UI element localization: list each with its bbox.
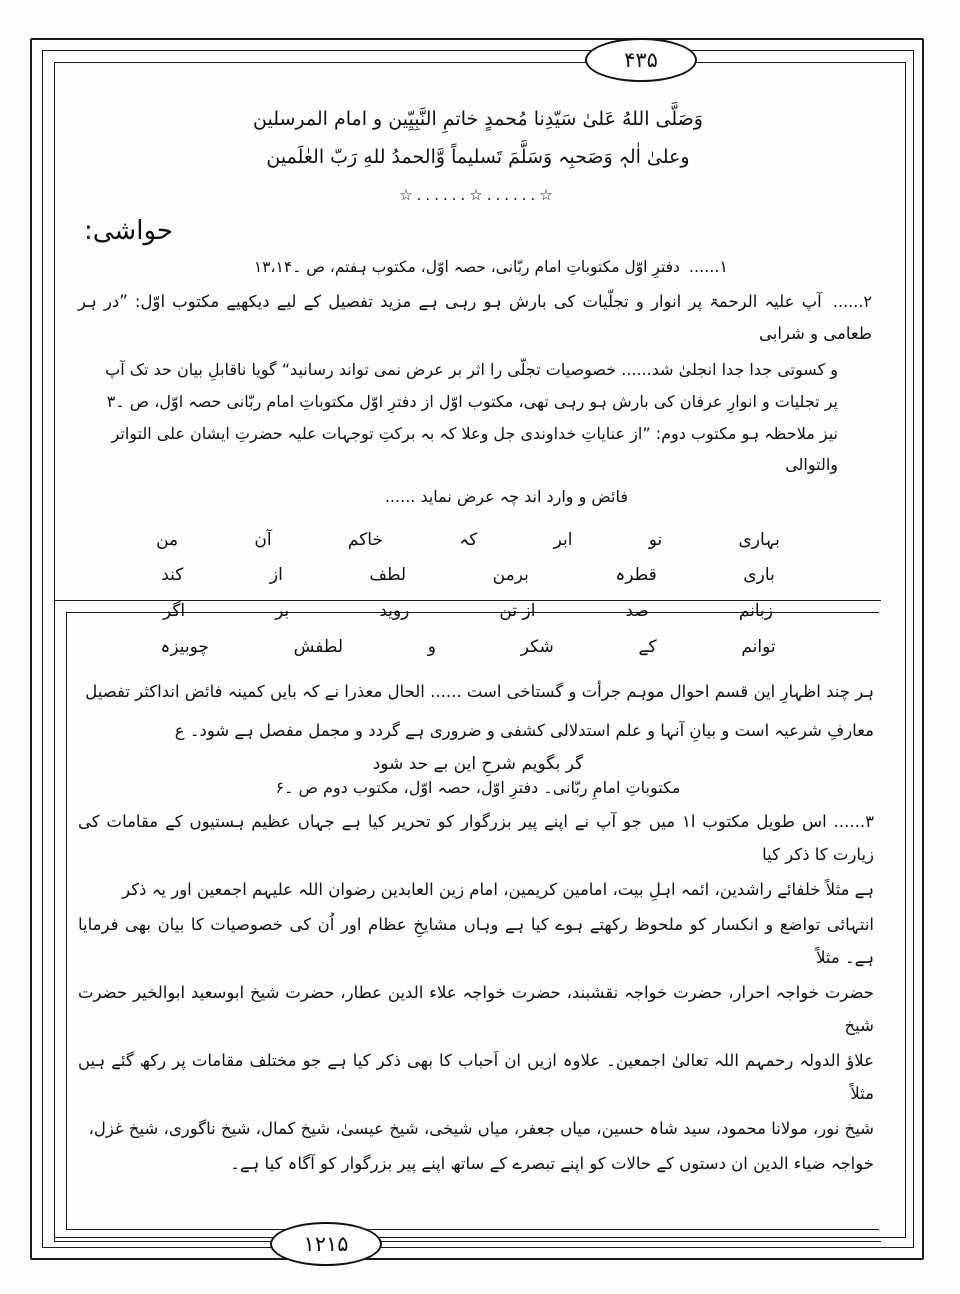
verse-word: بہاری — [738, 529, 780, 550]
verse-word: زبانم — [738, 600, 773, 621]
verse-word: ابر — [553, 529, 573, 550]
footnote-3 — [78, 805, 878, 1180]
verse-row — [118, 630, 818, 666]
footnote-2-line-1: آپ علیہ الرحمۃ پر انوار و تجلّیات کی بارش ہو رہی ہے مزید تفصیل کے لیے دیکھیے مکتوب اوّل: ”در ہر طعامی و شرابی — [78, 292, 872, 344]
verse-row — [118, 594, 818, 630]
ornament-stars: ☆......☆......☆ — [399, 186, 557, 204]
verse-word: اگر — [162, 600, 186, 621]
prose-after-verse-line-2: معارفِ شرعیہ است و بیانِ آنہا و علم استدلالی کشفی و ضروری ہے گردد و مجمل مفصل ہے شود۔ ع — [174, 721, 874, 741]
verse-word: بر — [275, 600, 290, 621]
verse-word: کند — [161, 565, 184, 586]
footnote-3-line-3: انتہائی تواضع و انکسار کو ملحوظ رکھتے ہوے کیا ہے وہاں مشایخِ عظام اور اُن کی خصوصیات کا بیان بھی فرمایا ہے۔ مثلاً — [78, 915, 874, 968]
verse-word: باری — [743, 565, 775, 586]
notes-heading: حواشی: — [84, 216, 173, 246]
footnote-3-line-5: علاؤ الدولہ رحمہم اللہ تعالیٰ اجمعین۔ علاوہ ازیں ان اَحباب کا بھی ذکر کیا ہے جو مختلف مقامات پر رکھ گئے ہیں مثلاً — [78, 1051, 874, 1104]
salutation-line-1: وَصَلَّى اللهُ عَلىٰ سَيّدِنا مُحمدٍ خاتمِ النَّبِيِّين و امام المرسلين — [253, 108, 703, 130]
page-number-top: ۴۳۵ — [585, 38, 697, 82]
footnote-2-marker: ۲...... — [832, 292, 872, 312]
notes-heading-wrap — [78, 210, 878, 248]
verse-word: لطف — [369, 565, 407, 586]
verse-word: روید — [379, 600, 410, 621]
verse-row — [118, 558, 818, 594]
persian-verse-block — [118, 523, 818, 666]
verse-word: چوبیزہ — [160, 636, 209, 657]
footnote-1-marker: ۱...... — [688, 257, 728, 276]
footnote-2-line-3: پر تجلیات و انوارِ عرفان کی بارش ہو رہی تھی، مکتوب اوّل از دفترِ اوّل مکتوباتِ امام ربّانی حصہ اوّل، ص ۔۳ — [106, 391, 838, 411]
verse-word: خاکم — [347, 529, 383, 550]
verse-word: توانم — [741, 636, 776, 657]
footnote-3-line-7: خواجہ ضیاء الدین ان دستوں کے حالات کو اپنے تبصرے کے ساتھ اپنے پیر بزرگوار کو آگاہ کیا ہے۔ — [230, 1154, 874, 1174]
prose-after-verse-line-1: ہر چند اظہارِ این قسم احوال موہم جرأت و گستاخی است ...... الحال معذرا نے کہ بایں کمینہ فائض انداکثر تفصیل — [85, 682, 874, 702]
footnote-1 — [78, 251, 878, 282]
source-citation: مکتوباتِ امامِ ربّانی۔ دفترِ اوّل، حصہ اوّل، مکتوب دوم ص ۔۶ — [275, 778, 681, 798]
verse-word: آن — [254, 529, 272, 550]
verse-word: صد — [625, 600, 649, 621]
footnote-2-line-4: نیز ملاحظہ ہو مکتوب دوم: ”از عنایاتِ خداوندی جل وعلا کہ بہ برکتِ توجہات علیہ حضرتِ ایشان علی التواتر والتوالی — [111, 424, 838, 474]
salutation-block — [118, 100, 838, 176]
verse-word: کے — [638, 636, 657, 657]
verse-word: قطرہ — [615, 565, 657, 586]
verse-word: کہ — [459, 529, 478, 550]
footnote-3-line-1: اس طویل مکتوب ا۱ میں جو آپ نے اپنے پیر بزرگوار کو تحریر کیا ہے جہاں عظیم ہستیوں کے مقامات کی زیارت کا ذکر کیا — [78, 812, 874, 865]
footnote-2 — [78, 286, 878, 350]
verse-row — [118, 523, 818, 559]
footnote-2-line-5: فائض و وارد اند چہ عرض نماید ...... — [384, 487, 628, 507]
verse-word: شکر — [520, 636, 554, 657]
salutation-line-2: وعلىٰ اٰلہٖ وَصَحبِہ وَسَلَّمَ تَسليماً وَّالحمدُ للهِ رَبّ العٰلَمين — [266, 146, 690, 168]
verse-word: از — [269, 565, 283, 586]
footnote-3-marker: ۳...... — [833, 812, 875, 832]
verse-word: لطفش — [293, 636, 344, 657]
footnote-1-text: دفترِ اوّل مکتوباتِ امام ربّانی، حصہ اوّل، مکتوب ہفتم، ص ۔۱۳،۱۴ — [253, 258, 680, 276]
verse-word: از تن — [499, 600, 536, 621]
footnote-2-line-2: و کسوتی جدا جدا انجلیٰ شد...... خصوصیات تجلّی را اثر بر عرض نمی تواند رسانید“ گویا ناقابلِ بیان حد تک آپ — [105, 359, 838, 379]
verse-word: نو — [648, 529, 663, 550]
page-content — [78, 92, 878, 1212]
footnote-3-line-6: شیخ نور، مولانا محمود، سید شاہ حسین، میاں جعفر، میاں شیخی، شیخ عیسیٰ، شیخ کمال، شیخ ناگوری، شیخ غزل، — [88, 1119, 874, 1139]
verse-word: برمن — [492, 565, 529, 586]
verse-word: من — [156, 529, 179, 550]
footnote-3-line-4: حضرت خواجہ احرار، حضرت خواجہ نقشبند، حضرت خواجہ علاء الدین عطار، حضرت شیخ ابوسعید ابوالخیر حضرت شیخ — [78, 983, 874, 1036]
verse-word: و — [427, 636, 436, 657]
centered-verse: گر بگویم شرحِ این بے حد شود — [372, 754, 584, 775]
footnote-3-line-2: ہے مثلاً خلفائے راشدین، ائمہ اہلِ بیت، امامین کریمین، امام زین العابدین رضوان اللہ علیہم اجمعین اور یہ ذکر — [122, 880, 874, 900]
page-number-bottom: ۱۲۱۵ — [270, 1222, 382, 1266]
footnote-3-line-1-wrap — [78, 805, 874, 871]
